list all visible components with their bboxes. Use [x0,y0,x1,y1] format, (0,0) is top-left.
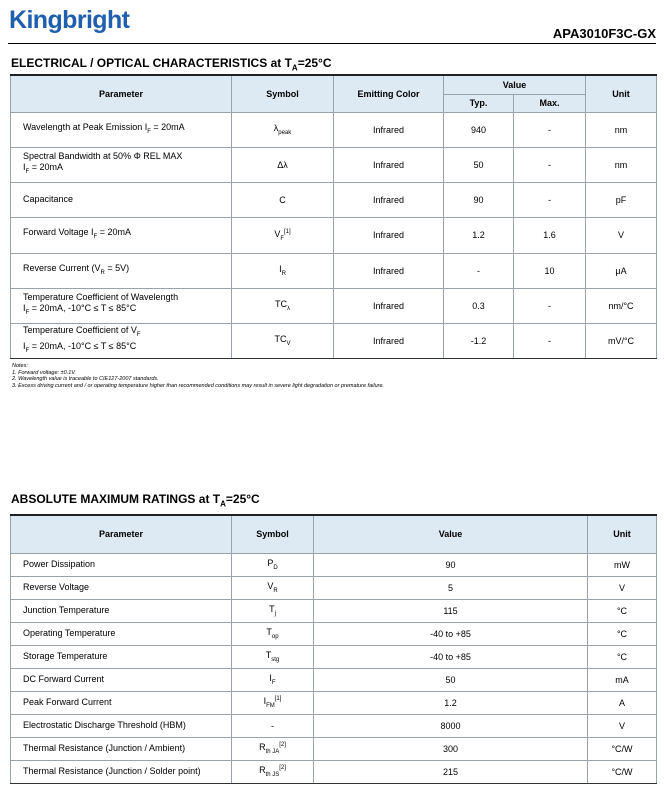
table-header [11,75,657,112]
header-value: Value [314,515,588,553]
value-cell: -40 to +85 [314,622,588,645]
value-cell: -40 to +85 [314,645,588,668]
unit-cell: pF [586,182,657,217]
max-value-cell: 10 [514,253,586,288]
header-typ: Typ. [444,94,514,112]
header-unit: Unit [588,515,657,553]
parameter-line-1 [23,151,229,162]
symbol-superscript: [1] [284,228,291,235]
table-row [11,668,657,691]
header-symbol: Symbol [232,515,314,553]
header-parameter: Parameter [11,75,232,112]
parameter-cell: Operating Temperature [11,622,232,645]
max-value-cell: - [514,147,586,182]
unit-cell: °C [588,599,657,622]
typ-value-cell: - [444,253,514,288]
symbol-subscript: D [273,564,278,571]
max-value-cell: - [514,288,586,323]
table-header [11,515,657,553]
table-row [11,576,657,599]
parameter-cell: Thermal Resistance (Junction / Solder point) [11,760,232,783]
symbol-cell [232,691,314,714]
parameter-tail: = 20mA [97,227,131,238]
symbol-text: Δλ [277,159,288,170]
symbol-text: V [267,581,274,592]
parameter-text: Capacitance [23,194,74,204]
symbol-subscript: th JS [265,771,280,778]
parameter-cell: Electrostatic Discharge Threshold (HBM) [11,714,232,737]
part-number: APA3010F3C-GX [552,26,656,41]
absolute-maximum-ratings-table [10,514,657,784]
header-max: Max. [514,94,586,112]
typ-value-cell: 940 [444,112,514,147]
typ-value-cell: 0.3 [444,288,514,323]
parameter-subscript: F [147,128,151,135]
title-tail: =25°C [297,56,332,70]
symbol-text: I [263,696,267,707]
parameter-cell: Storage Temperature [11,645,232,668]
value-cell: 50 [314,668,588,691]
symbol-text: T [266,627,272,638]
unit-cell: V [586,217,657,253]
symbol-text: TC [275,299,287,310]
typ-value-cell: -1.2 [444,323,514,358]
parameter-line-1 [23,263,229,279]
symbol-subscript: V [286,340,291,347]
typ-value-cell: 1.2 [444,217,514,253]
header-emitting-color: Emitting Color [334,75,444,112]
parameter-line-1 [23,292,229,303]
parameter-subscript: F [25,309,30,316]
parameter-cell: Reverse Voltage [11,576,232,599]
symbol-subscript: λ [287,305,290,312]
parameter-tail: = 20mA, -10°C ≤ T ≤ 85°C [29,340,137,351]
emitting-color-cell: Infrared [334,182,444,217]
header-parameter: Parameter [11,515,232,553]
table-row [11,760,657,783]
symbol-cell [232,760,314,783]
parameter-tail: = 20mA [29,162,63,173]
symbol-cell [232,288,334,323]
emitting-color-cell: Infrared [334,112,444,147]
max-value-cell: - [514,112,586,147]
title-text: ELECTRICAL / OPTICAL CHARACTERISTICS at T [11,56,292,70]
parameter-subscript: F [136,331,141,338]
value-cell: 8000 [314,714,588,737]
symbol-cell [232,112,334,147]
table-body [11,553,657,783]
symbol-text: I [279,264,282,275]
value-cell: 115 [314,599,588,622]
notes [12,363,384,389]
parameter-line-2 [23,341,229,357]
electrical-characteristics-table [10,74,657,359]
symbol-subscript: op [271,633,279,640]
symbol-superscript: [1] [274,696,282,703]
typ-value-cell: 90 [444,182,514,217]
symbol-superscript: [2] [279,742,286,749]
symbol-cell [232,147,334,182]
symbol-text: V [274,228,281,239]
parameter-text: Spectral Bandwidth at 50% Φ REL MAX [23,151,183,162]
symbol-cell [232,182,334,217]
symbol-subscript: R [273,587,278,594]
parameter-text: Temperature Coefficient of Wavelength [23,292,179,303]
header-symbol: Symbol [232,75,334,112]
parameter-text: Forward Voltage I [23,227,94,238]
parameter-text: I [23,303,26,314]
parameter-cell [11,182,232,217]
max-value-cell: - [514,182,586,217]
table-body [11,112,657,358]
parameter-line-1 [23,122,229,138]
symbol-subscript: FM [266,702,275,709]
parameter-line-1 [23,325,229,341]
value-cell: 90 [314,553,588,576]
max-value-cell: - [514,323,586,358]
symbol-subscript: F [280,235,284,242]
symbol-cell [232,576,314,599]
table-row [11,691,657,714]
symbol-text: T [269,604,275,615]
symbol-subscript: stg [271,656,280,663]
parameter-tail: = 20mA, -10°C ≤ T ≤ 85°C [29,303,137,314]
symbol-text: λ [273,123,279,134]
parameter-cell [11,217,232,253]
unit-cell: mA [588,668,657,691]
unit-cell: mW [588,553,657,576]
parameter-cell: Junction Temperature [11,599,232,622]
unit-cell: nm [586,147,657,182]
symbol-superscript: [2] [279,765,286,772]
title-tail: =25°C [225,492,260,506]
symbol-text: R [259,742,266,753]
table-row [11,737,657,760]
parameter-subscript: F [25,347,30,354]
parameter-tail: = 20mA [150,121,185,132]
symbol-text: C [279,194,286,205]
unit-cell: °C/W [588,737,657,760]
unit-cell: μA [586,253,657,288]
title-subscript: A [291,63,298,73]
symbol-text: T [265,650,272,661]
symbol-cell [232,553,314,576]
kingbright-logo: Kingbright [9,6,130,34]
header-divider [8,43,656,44]
parameter-cell [11,147,232,182]
symbol-cell [232,599,314,622]
emitting-color-cell: Infrared [334,217,444,253]
parameter-cell [11,112,232,147]
parameter-text: I [23,340,26,351]
parameter-subscript: F [25,168,30,175]
symbol-subscript: th JA [265,748,280,755]
table-row [11,288,657,323]
emitting-color-cell: Infrared [334,288,444,323]
max-value-cell: 1.6 [514,217,586,253]
symbol-cell [232,714,314,737]
table-row [11,182,657,217]
table-row [11,714,657,737]
symbol-subscript: j [274,610,276,617]
symbol-text: TC [274,334,287,345]
parameter-tail: = 5V) [104,262,130,273]
table-row [11,253,657,288]
parameter-text: I [23,162,26,173]
value-cell: 1.2 [314,691,588,714]
symbol-text: I [269,673,272,684]
unit-cell: A [588,691,657,714]
parameter-line-1 [23,194,229,205]
unit-cell: V [588,576,657,599]
emitting-color-cell: Infrared [334,323,444,358]
absolute-section-title [11,492,260,508]
table-row [11,112,657,147]
parameter-cell [11,323,232,358]
parameter-cell: Power Dissipation [11,553,232,576]
header-unit: Unit [586,75,657,112]
symbol-cell [232,645,314,668]
symbol-cell [232,323,334,358]
note-line: 2. Wavelength value is traceable to CIE127-2007 standards. [12,376,159,382]
unit-cell: nm/°C [586,288,657,323]
parameter-cell [11,288,232,323]
parameter-text: Wavelength at Peak Emission I [23,121,148,132]
value-cell: 300 [314,737,588,760]
title-subscript: A [220,499,226,509]
table-row [11,323,657,358]
electrical-section-title [11,56,332,72]
emitting-color-cell: Infrared [334,253,444,288]
unit-cell: °C [588,622,657,645]
symbol-text: - [271,720,274,731]
table-row [11,147,657,182]
symbol-cell [232,622,314,645]
parameter-line-1 [23,227,229,243]
note-line: 1. Forward voltage: ±0.1V. [12,369,77,376]
table-row [11,217,657,253]
parameter-subscript: F [93,233,98,240]
parameter-text: Temperature Coefficient of V [23,324,137,335]
table-row [11,553,657,576]
symbol-subscript: R [281,270,286,277]
value-cell: 5 [314,576,588,599]
table-row [11,599,657,622]
parameter-subscript: R [100,269,105,276]
symbol-cell [232,737,314,760]
parameter-text: Reverse Current (V [23,262,101,273]
symbol-cell [232,668,314,691]
symbol-subscript: F [271,679,276,686]
unit-cell: °C [588,645,657,668]
title-text: ABSOLUTE MAXIMUM RATINGS at T [11,492,221,506]
table-row [11,645,657,668]
table-row [11,622,657,645]
value-cell: 215 [314,760,588,783]
symbol-cell [232,217,334,253]
parameter-cell: Peak Forward Current [11,691,232,714]
unit-cell: nm [586,112,657,147]
parameter-line-2 [23,303,229,319]
note-line: 3. Excess driving current and / or operating temperature higher than recommended conditions may result in severe light degradation or premature failure. [12,382,385,389]
symbol-text: R [259,765,266,776]
header-value: Value [444,75,586,94]
parameter-cell: DC Forward Current [11,668,232,691]
parameter-line-2 [23,162,229,178]
emitting-color-cell: Infrared [334,147,444,182]
typ-value-cell: 50 [444,147,514,182]
unit-cell: mV/°C [586,323,657,358]
symbol-text: P [267,558,274,569]
parameter-cell [11,253,232,288]
symbol-subscript: peak [278,129,292,136]
unit-cell: V [588,714,657,737]
note-line: Notes: [12,363,28,369]
parameter-cell: Thermal Resistance (Junction / Ambient) [11,737,232,760]
symbol-cell [232,253,334,288]
unit-cell: °C/W [588,760,657,783]
